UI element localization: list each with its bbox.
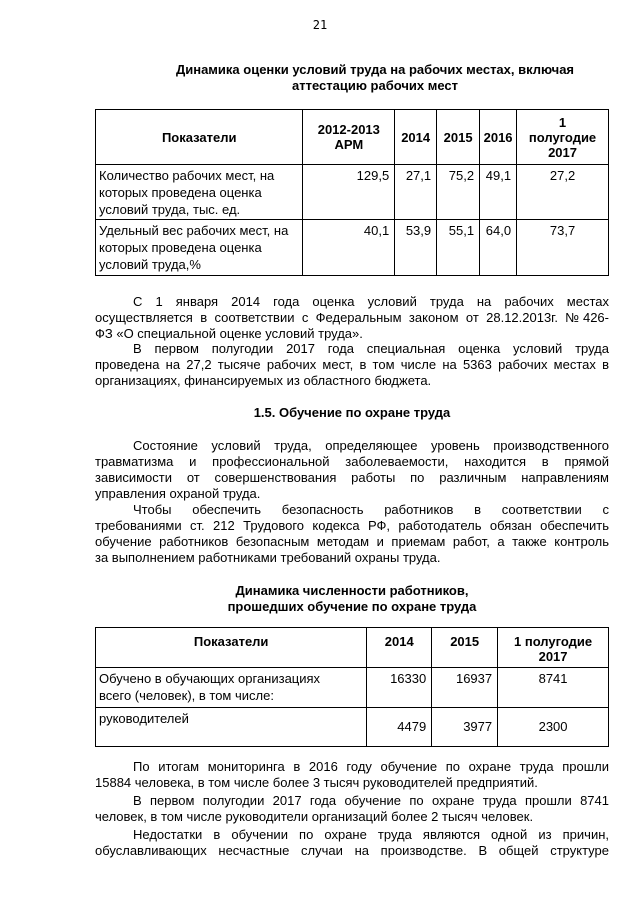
table1-row1-value-half-2017: 27,2	[517, 165, 609, 220]
table2-title-line-1: Динамика численности работников,	[235, 583, 469, 598]
paragraph-monitoring-2016	[95, 759, 609, 791]
text-line: управления охраной труда.	[95, 486, 261, 501]
table2-row1-value-2014: 16330	[367, 668, 432, 708]
table1-row1-label	[96, 165, 303, 220]
table2-header-half-2017-line2: 2017	[538, 649, 568, 664]
table1-header-half-2017-line2: полугодие	[528, 129, 597, 145]
paragraph-training-shortcomings	[95, 827, 609, 859]
paragraph-half-2017-assessment	[95, 341, 609, 389]
table2-title-line-2: прошедших обучение по охране труда	[227, 599, 477, 614]
text-line: Чтобы обеспечить безопасность работников в соответствии с	[133, 502, 609, 517]
table1-row1-value-2016: 49,1	[480, 165, 517, 220]
table1-header-2012-2013-line2: АРМ	[334, 137, 364, 152]
table2-header-2014: 2014	[367, 628, 432, 668]
table1-row2-label	[96, 220, 303, 276]
table1-header-2016: 2016	[480, 110, 517, 165]
table1-row2-label-line1: Удельный вес рабочих мест, на	[99, 223, 289, 238]
table-work-conditions-assessment	[95, 109, 609, 276]
table1-row2-label-line3: условий труда,%	[99, 257, 201, 272]
table2-title	[95, 583, 609, 615]
text-line: По итогам мониторинга в 2016 году обучение по охране труда прошли	[133, 759, 609, 774]
table1-row1-value-2014: 27,1	[395, 165, 437, 220]
section-heading: 1.5. Обучение по охране труда	[253, 405, 451, 420]
table1-header-2012-2013-line1: 2012-2013	[317, 122, 380, 137]
text-line: осуществляется в соответствии с Федеральным законом от 28.12.2013г. №426-	[95, 310, 609, 325]
table1-title	[140, 62, 610, 94]
table1-row1-label-line3: условий труда, тыс. ед.	[99, 202, 241, 217]
table1-row2-value-half-2017: 73,7	[517, 220, 609, 276]
text-line: В первом полугодии 2017 года специальная оценка условий труда	[133, 341, 609, 356]
text-line: проведена на 27,2 тысяче рабочих мест, в том числе на 5363 рабочих местах в	[95, 357, 609, 372]
table2-row2-label-line1: руководителей	[99, 711, 189, 726]
table2-header-row	[96, 628, 609, 668]
text-line: требованиями ст. 212 Трудового кодекса РФ, работодатель обязан обеспечить	[95, 518, 609, 533]
table1-row1-value-2015: 75,2	[437, 165, 480, 220]
table1-row2-value-2012-2013: 40,1	[303, 220, 395, 276]
table2-header-indicator: Показатели	[96, 628, 367, 668]
table2-header-half-2017	[498, 628, 609, 668]
table2-header-2015: 2015	[432, 628, 498, 668]
table2-header-half-2017-line1: 1 полугодие	[514, 634, 593, 649]
table-row	[96, 165, 609, 220]
text-line: травматизма и профессиональной заболеваемости, находится в прямой	[95, 454, 609, 469]
text-line: 15884 человека, в том числе более 3 тысяч руководителей предприятий.	[95, 775, 538, 790]
table1-header-2015: 2015	[437, 110, 480, 165]
table2-row2-value-2014: 4479	[367, 708, 432, 747]
table2-row2-value-2015: 3977	[432, 708, 498, 747]
table2-row1-label-line2: всего (человек), в том числе:	[99, 688, 274, 703]
table1-title-line-1: Динамика оценки условий труда на рабочих местах, включая	[175, 62, 575, 77]
table1-header-row	[96, 110, 609, 165]
table2-row2-value-half-2017: 2300	[498, 708, 609, 747]
text-line: Состояние условий труда, определяющее уровень производственного	[133, 438, 609, 453]
table-row	[96, 668, 609, 708]
table2-row1-value-2015: 16937	[432, 668, 498, 708]
text-line: Недостатки в обучении по охране труда являются одной из причин,	[133, 827, 609, 842]
table1-title-line-2: аттестацию рабочих мест	[291, 78, 459, 93]
table1-header-2014: 2014	[395, 110, 437, 165]
text-line: ФЗ «О специальной оценке условий труда».	[95, 326, 363, 341]
table-training-dynamics	[95, 627, 609, 747]
page-number: 21	[312, 18, 328, 32]
table1-row1-label-line1: Количество рабочих мест, на	[99, 168, 275, 183]
table1-row2-label-line2: которых проведена оценка	[99, 240, 262, 255]
table1-row2-value-2015: 55,1	[437, 220, 480, 276]
paragraph-training-half-2017	[95, 793, 609, 825]
text-line: обучение работников безопасным методам и приемам работ, а также контроль	[95, 534, 609, 549]
text-line: обуславливающих несчастные случаи на производстве. В общей структуре	[95, 843, 609, 858]
table1-header-indicator: Показатели	[96, 110, 303, 165]
table1-row1-value-2012-2013: 129,5	[303, 165, 395, 220]
text-line: зависимости от совершенствования работы по различным направлениям	[95, 470, 609, 485]
table1-row2-value-2014: 53,9	[395, 220, 437, 276]
table-row	[96, 708, 609, 747]
table2-row2-label	[96, 708, 367, 747]
table1-header-half-2017	[517, 110, 609, 165]
table1-row2-value-2016: 64,0	[480, 220, 517, 276]
table1-header-half-2017-line3: 2017	[548, 144, 577, 160]
table-row	[96, 220, 609, 276]
table1-row1-label-line2: которых проведена оценка	[99, 185, 262, 200]
paragraph-employer-obligations	[95, 502, 609, 566]
paragraph-working-conditions	[95, 438, 609, 502]
paragraph-special-assessment-law	[95, 294, 609, 342]
text-line: В первом полугодии 2017 года обучение по охране труда прошли 8741	[133, 793, 609, 808]
text-line: организациях, финансируемых из областного бюджета.	[95, 373, 432, 388]
table1-header-2012-2013	[303, 110, 395, 165]
table2-row1-value-half-2017: 8741	[498, 668, 609, 708]
text-line: человек, в том числе руководители организаций более 2 тысяч человек.	[95, 809, 534, 824]
table2-row1-label	[96, 668, 367, 708]
text-line: за выполнением работниками требований охраны труда.	[95, 550, 441, 565]
text-line: С 1 января 2014 года оценка условий труда на рабочих местах	[133, 294, 609, 309]
table2-row1-label-line1: Обучено в обучающих организациях	[99, 671, 321, 686]
table1-header-half-2017-line1: 1	[558, 114, 567, 130]
